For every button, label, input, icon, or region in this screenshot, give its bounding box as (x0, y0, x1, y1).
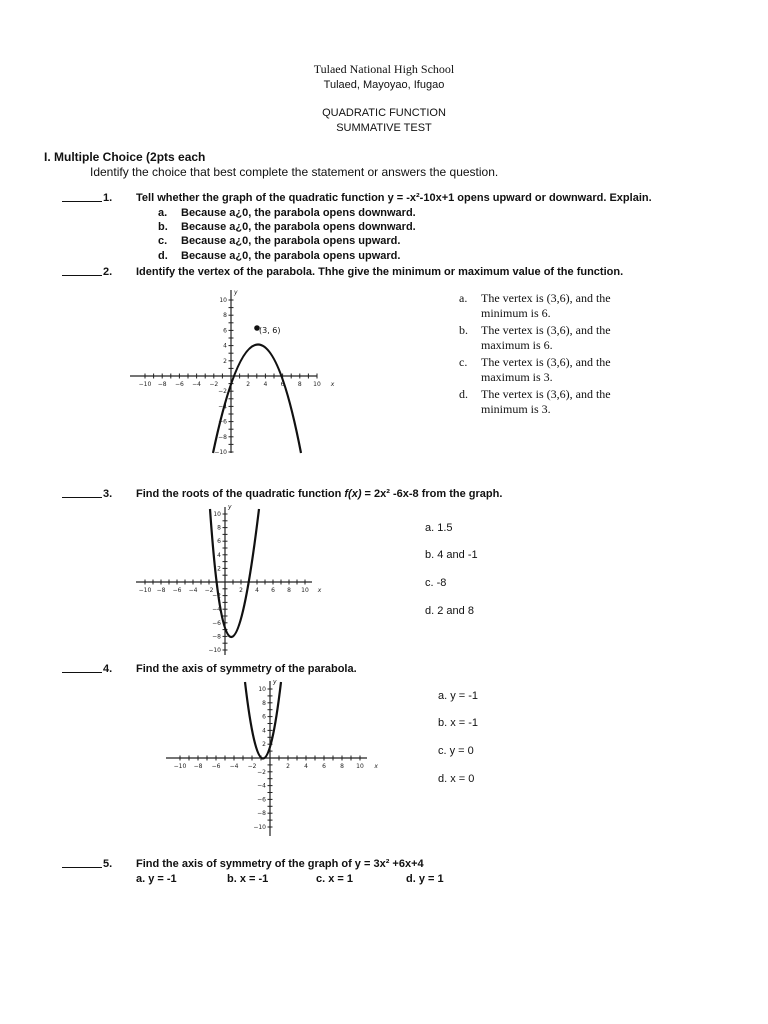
choice-text-1c: Because a¿0, the parabola opens upward. (181, 235, 401, 247)
choice-5c: c. x = 1 (316, 873, 354, 885)
question-text-3 (136, 488, 502, 500)
section-instructions: Identify the choice that best complete the statement or answers the question. (90, 165, 499, 179)
choice-4b: b. x = -1 (438, 717, 479, 729)
y-tick-label: −6 (218, 418, 227, 426)
question-text-4: Find the axis of symmetry of the parabola. (136, 663, 357, 675)
test-subject: QUADRATIC FUNCTION (322, 107, 446, 119)
y-tick-label: 6 (262, 713, 266, 721)
section-number: I. (44, 150, 51, 164)
y-tick-label: −10 (208, 647, 221, 654)
question-text-3-start: Find the roots of the quadratic function (136, 488, 345, 500)
choice-3a: a. 1.5 (425, 522, 453, 534)
answer-blank-4[interactable] (62, 662, 102, 676)
graph-q4 (162, 678, 378, 838)
x-tick-label: −10 (138, 381, 152, 388)
choice-5b: b. x = -1 (227, 873, 269, 885)
y-tick-label: −4 (257, 782, 266, 790)
question-number-1: 1. (103, 192, 113, 204)
choice-letter-1b: b. (158, 221, 168, 233)
choice-text-2b-line2: maximum is 6. (481, 338, 553, 352)
graph-q2 (125, 288, 335, 456)
choice-letter-1d: d. (158, 250, 168, 262)
question-number-3: 3. (103, 488, 113, 500)
choice-3d: d. 2 and 8 (425, 605, 474, 617)
x-tick-label: −4 (188, 587, 198, 594)
choice-4d: d. x = 0 (438, 773, 475, 785)
choice-4a: a. y = -1 (438, 690, 479, 702)
choice-text-2b-line1: The vertex is (3,6), and the (481, 323, 611, 337)
x-axis-label: x (374, 763, 378, 770)
choice-letter-2b: b. (459, 323, 468, 337)
y-tick-label: 10 (258, 686, 266, 693)
y-tick-label: 4 (223, 342, 227, 350)
y-tick-label: 8 (217, 524, 221, 532)
question-text-1: Tell whether the graph of the quadratic function y = -x²-10x+1 opens upward or downward. Explain. (136, 192, 652, 204)
y-tick-label: 6 (217, 538, 221, 546)
vertex-label: (3, 6) (259, 326, 281, 335)
choice-letter-2a: a. (459, 291, 468, 305)
y-tick-label: −10 (253, 824, 266, 831)
y-tick-label: 2 (262, 741, 266, 749)
x-tick-label: 6 (322, 763, 326, 770)
answer-blank-5[interactable] (62, 857, 102, 871)
x-tick-label: −4 (192, 381, 202, 388)
choice-text-1a: Because a¿0, the parabola opens downward. (181, 207, 416, 219)
choice-5a: a. y = -1 (136, 873, 177, 885)
y-tick-label: −2 (212, 592, 221, 600)
choice-text-2d-line1: The vertex is (3,6), and the (481, 387, 611, 401)
y-tick-label: 6 (223, 327, 227, 335)
choice-5d: d. y = 1 (406, 873, 444, 885)
choice-letter-2c: c. (459, 355, 468, 369)
y-tick-label: −6 (212, 619, 221, 627)
choice-text-2c-line2: maximum is 3. (481, 370, 553, 384)
y-tick-label: −8 (257, 810, 266, 818)
choice-3c: c. -8 (425, 577, 447, 589)
x-tick-label: 10 (356, 763, 364, 770)
school-address: Tulaed, Mayoyao, Ifugao (323, 79, 445, 91)
y-tick-label: 8 (262, 699, 266, 707)
x-tick-label: 2 (246, 381, 251, 388)
choice-text-1b: Because a¿0, the parabola opens downward. (181, 221, 416, 233)
x-tick-label: −6 (174, 381, 184, 388)
x-tick-label: 6 (280, 381, 285, 388)
answer-blank-2[interactable] (62, 265, 102, 279)
x-tick-label: 2 (286, 763, 290, 770)
y-axis-label: y (228, 503, 232, 511)
school-name: Tulaed National High School (313, 62, 455, 76)
choice-letter-2d: d. (459, 387, 468, 401)
y-tick-label: −8 (218, 433, 227, 441)
choice-text-2d-line2: minimum is 3. (481, 402, 551, 416)
y-tick-label: −10 (214, 449, 227, 456)
choice-letter-1c: c. (158, 235, 168, 247)
y-tick-label: −4 (218, 403, 227, 411)
y-tick-label: −2 (218, 388, 227, 396)
x-tick-label: 4 (255, 587, 259, 594)
x-tick-label: 10 (313, 381, 321, 388)
x-tick-label: −8 (156, 587, 166, 594)
x-tick-label: −8 (157, 381, 167, 388)
x-tick-label: 2 (239, 587, 243, 594)
choice-text-1d: Because a¿0, the parabola opens upward. (181, 250, 401, 262)
choice-4c: c. y = 0 (438, 745, 474, 757)
x-tick-label: −10 (138, 587, 152, 594)
y-tick-label: 4 (262, 727, 266, 735)
x-tick-label: −4 (229, 763, 239, 770)
test-type: SUMMATIVE TEST (336, 122, 432, 134)
answer-blank-1[interactable] (62, 191, 102, 205)
x-tick-label: 6 (271, 587, 275, 594)
question-number-2: 2. (103, 266, 113, 278)
x-axis-label: x (317, 587, 322, 594)
question-text-2: Identify the vertex of the parabola. Thhe give the minimum or maximum value of the function. (136, 266, 624, 278)
y-tick-label: 8 (223, 312, 227, 320)
y-tick-label: 10 (219, 297, 227, 304)
y-tick-label: −4 (212, 606, 221, 614)
x-tick-label: −2 (204, 587, 214, 594)
x-tick-label: 8 (340, 763, 344, 770)
graph-q3 (132, 505, 320, 657)
x-tick-label: 8 (297, 381, 302, 388)
answer-blank-3[interactable] (62, 487, 102, 501)
choice-text-2a-line1: The vertex is (3,6), and the (481, 291, 611, 305)
choice-text-2c-line1: The vertex is (3,6), and the (481, 355, 611, 369)
y-tick-label: −2 (257, 768, 266, 776)
y-axis-label: y (234, 288, 238, 296)
section-title (44, 150, 205, 164)
y-tick-label: 10 (213, 511, 221, 518)
x-tick-label: −10 (173, 763, 187, 770)
choice-3b: b. 4 and -1 (425, 549, 478, 561)
y-axis-label: y (273, 678, 277, 686)
y-tick-label: 2 (223, 357, 227, 365)
x-tick-label: −6 (172, 587, 182, 594)
section-heading: Multiple Choice (2pts each (54, 150, 206, 164)
x-tick-label: 4 (263, 381, 268, 388)
question-text-3-fx: f(x) (344, 488, 362, 500)
question-number-5: 5. (103, 858, 113, 870)
y-tick-label: 4 (217, 551, 221, 559)
x-tick-label: 4 (304, 763, 308, 770)
x-tick-label: −6 (211, 763, 221, 770)
x-tick-label: −2 (247, 763, 257, 770)
question-text-5: Find the axis of symmetry of the graph of y = 3x² +6x+4 (136, 858, 424, 870)
question-text-3-end: = 2x² -6x-8 from the graph. (361, 488, 503, 500)
x-axis-label: x (330, 381, 335, 388)
y-tick-label: −8 (212, 633, 221, 641)
x-tick-label: −8 (193, 763, 203, 770)
question-number-4: 4. (103, 663, 113, 675)
x-tick-label: 10 (301, 587, 309, 594)
x-tick-label: −2 (209, 381, 219, 388)
x-tick-label: 8 (287, 587, 291, 594)
y-tick-label: 2 (217, 565, 221, 573)
y-tick-label: −6 (257, 796, 266, 804)
choice-letter-1a: a. (158, 207, 168, 219)
choice-text-2a-line2: minimum is 6. (481, 306, 551, 320)
